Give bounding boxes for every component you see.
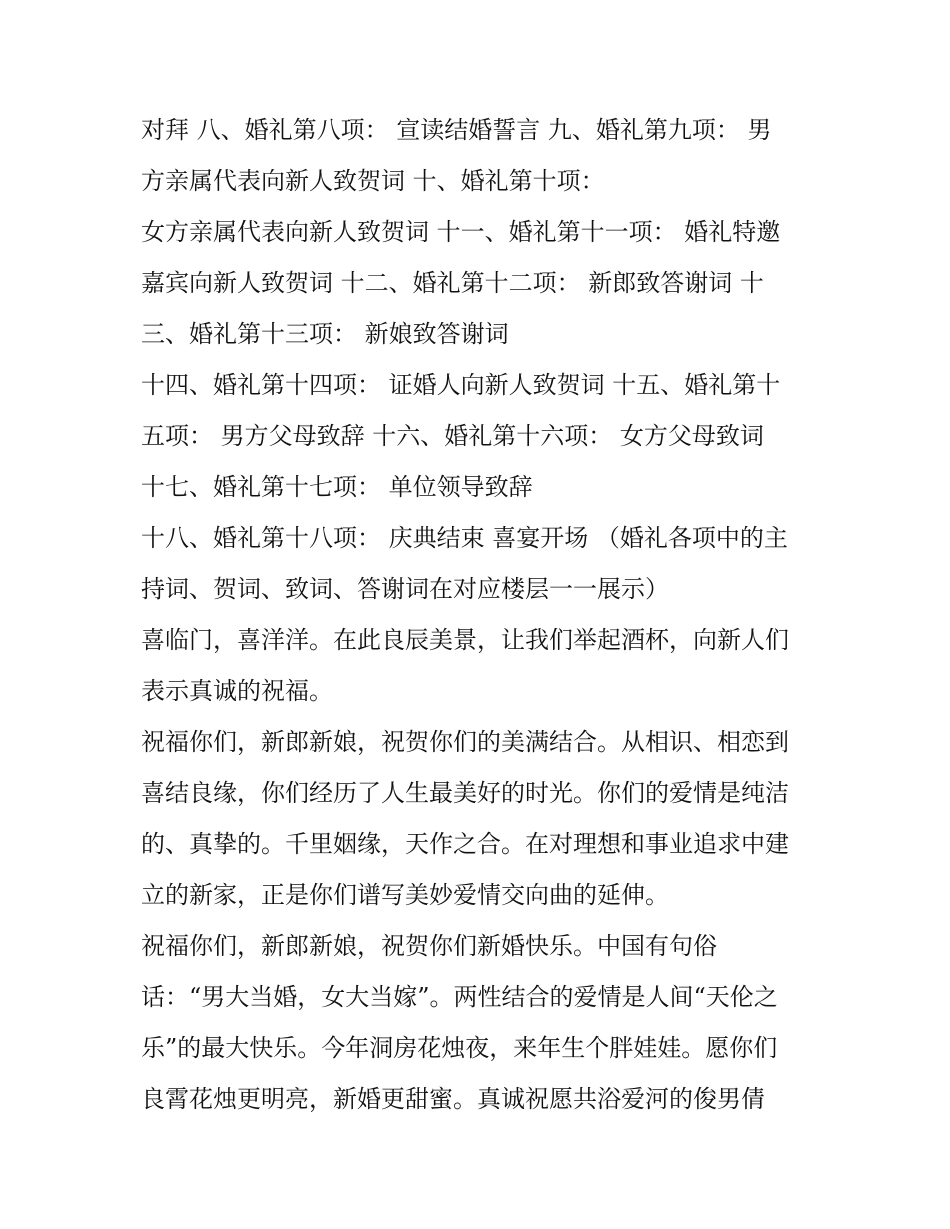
text-line: 喜结良缘，你们经历了人生最美好的时光。你们的爱情是纯洁 [141, 779, 789, 807]
text-line: 乐”的最大快乐。今年洞房花烛夜，来年生个胖娃娃。愿你们 [141, 1034, 778, 1062]
document-body [141, 105, 821, 1125]
text-line: 对拜 八、婚礼第八项： 宣读结婚誓言 九、婚礼第九项： 男 [141, 116, 772, 144]
text-line: 祝福你们，新郎新娘，祝贺你们新婚快乐。中国有句俗 [141, 932, 717, 960]
text-line: 五项： 男方父母致辞 十六、婚礼第十六项： 女方父母致词 [141, 422, 764, 450]
text-line: 十八、婚礼第十八项： 庆典结束 喜宴开场 （婚礼各项中的主 [141, 524, 788, 552]
text-line: 嘉宾向新人致贺词 十二、婚礼第十二项： 新郎致答谢词 十 [141, 269, 764, 297]
text-line: 祝福你们，新郎新娘，祝贺你们的美满结合。从相识、相恋到 [141, 728, 789, 756]
text-line: 三、婚礼第十三项： 新娘致答谢词 [141, 320, 509, 348]
text-line: 持词、贺词、致词、答谢词在对应楼层一一展示） [141, 575, 669, 603]
text-line: 十四、婚礼第十四项： 证婚人向新人致贺词 十五、婚礼第十 [141, 371, 781, 399]
text-line: 女方亲属代表向新人致贺词 十一、婚礼第十一项： 婚礼特邀 [141, 218, 781, 246]
text-line: 立的新家，正是你们谱写美妙爱情交向曲的延伸。 [141, 881, 669, 909]
text-line: 十七、婚礼第十七项： 单位领导致辞 [141, 473, 533, 501]
text-line: 表示真诚的祝福。 [141, 677, 333, 705]
text-line: 喜临门，喜洋洋。在此良辰美景，让我们举起酒杯，向新人们 [141, 626, 789, 654]
text-line: 话：“男大当婚，女大当嫁”。两性结合的爱情是人间“天伦之 [141, 983, 778, 1011]
text-line: 的、真挚的。千里姻缘，天作之合。在对理想和事业追求中建 [141, 830, 789, 858]
text-line: 方亲属代表向新人致贺词 十、婚礼第十项： [141, 167, 605, 195]
text-line: 良霄花烛更明亮，新婚更甜蜜。真诚祝愿共浴爱河的俊男倩 [141, 1085, 765, 1113]
